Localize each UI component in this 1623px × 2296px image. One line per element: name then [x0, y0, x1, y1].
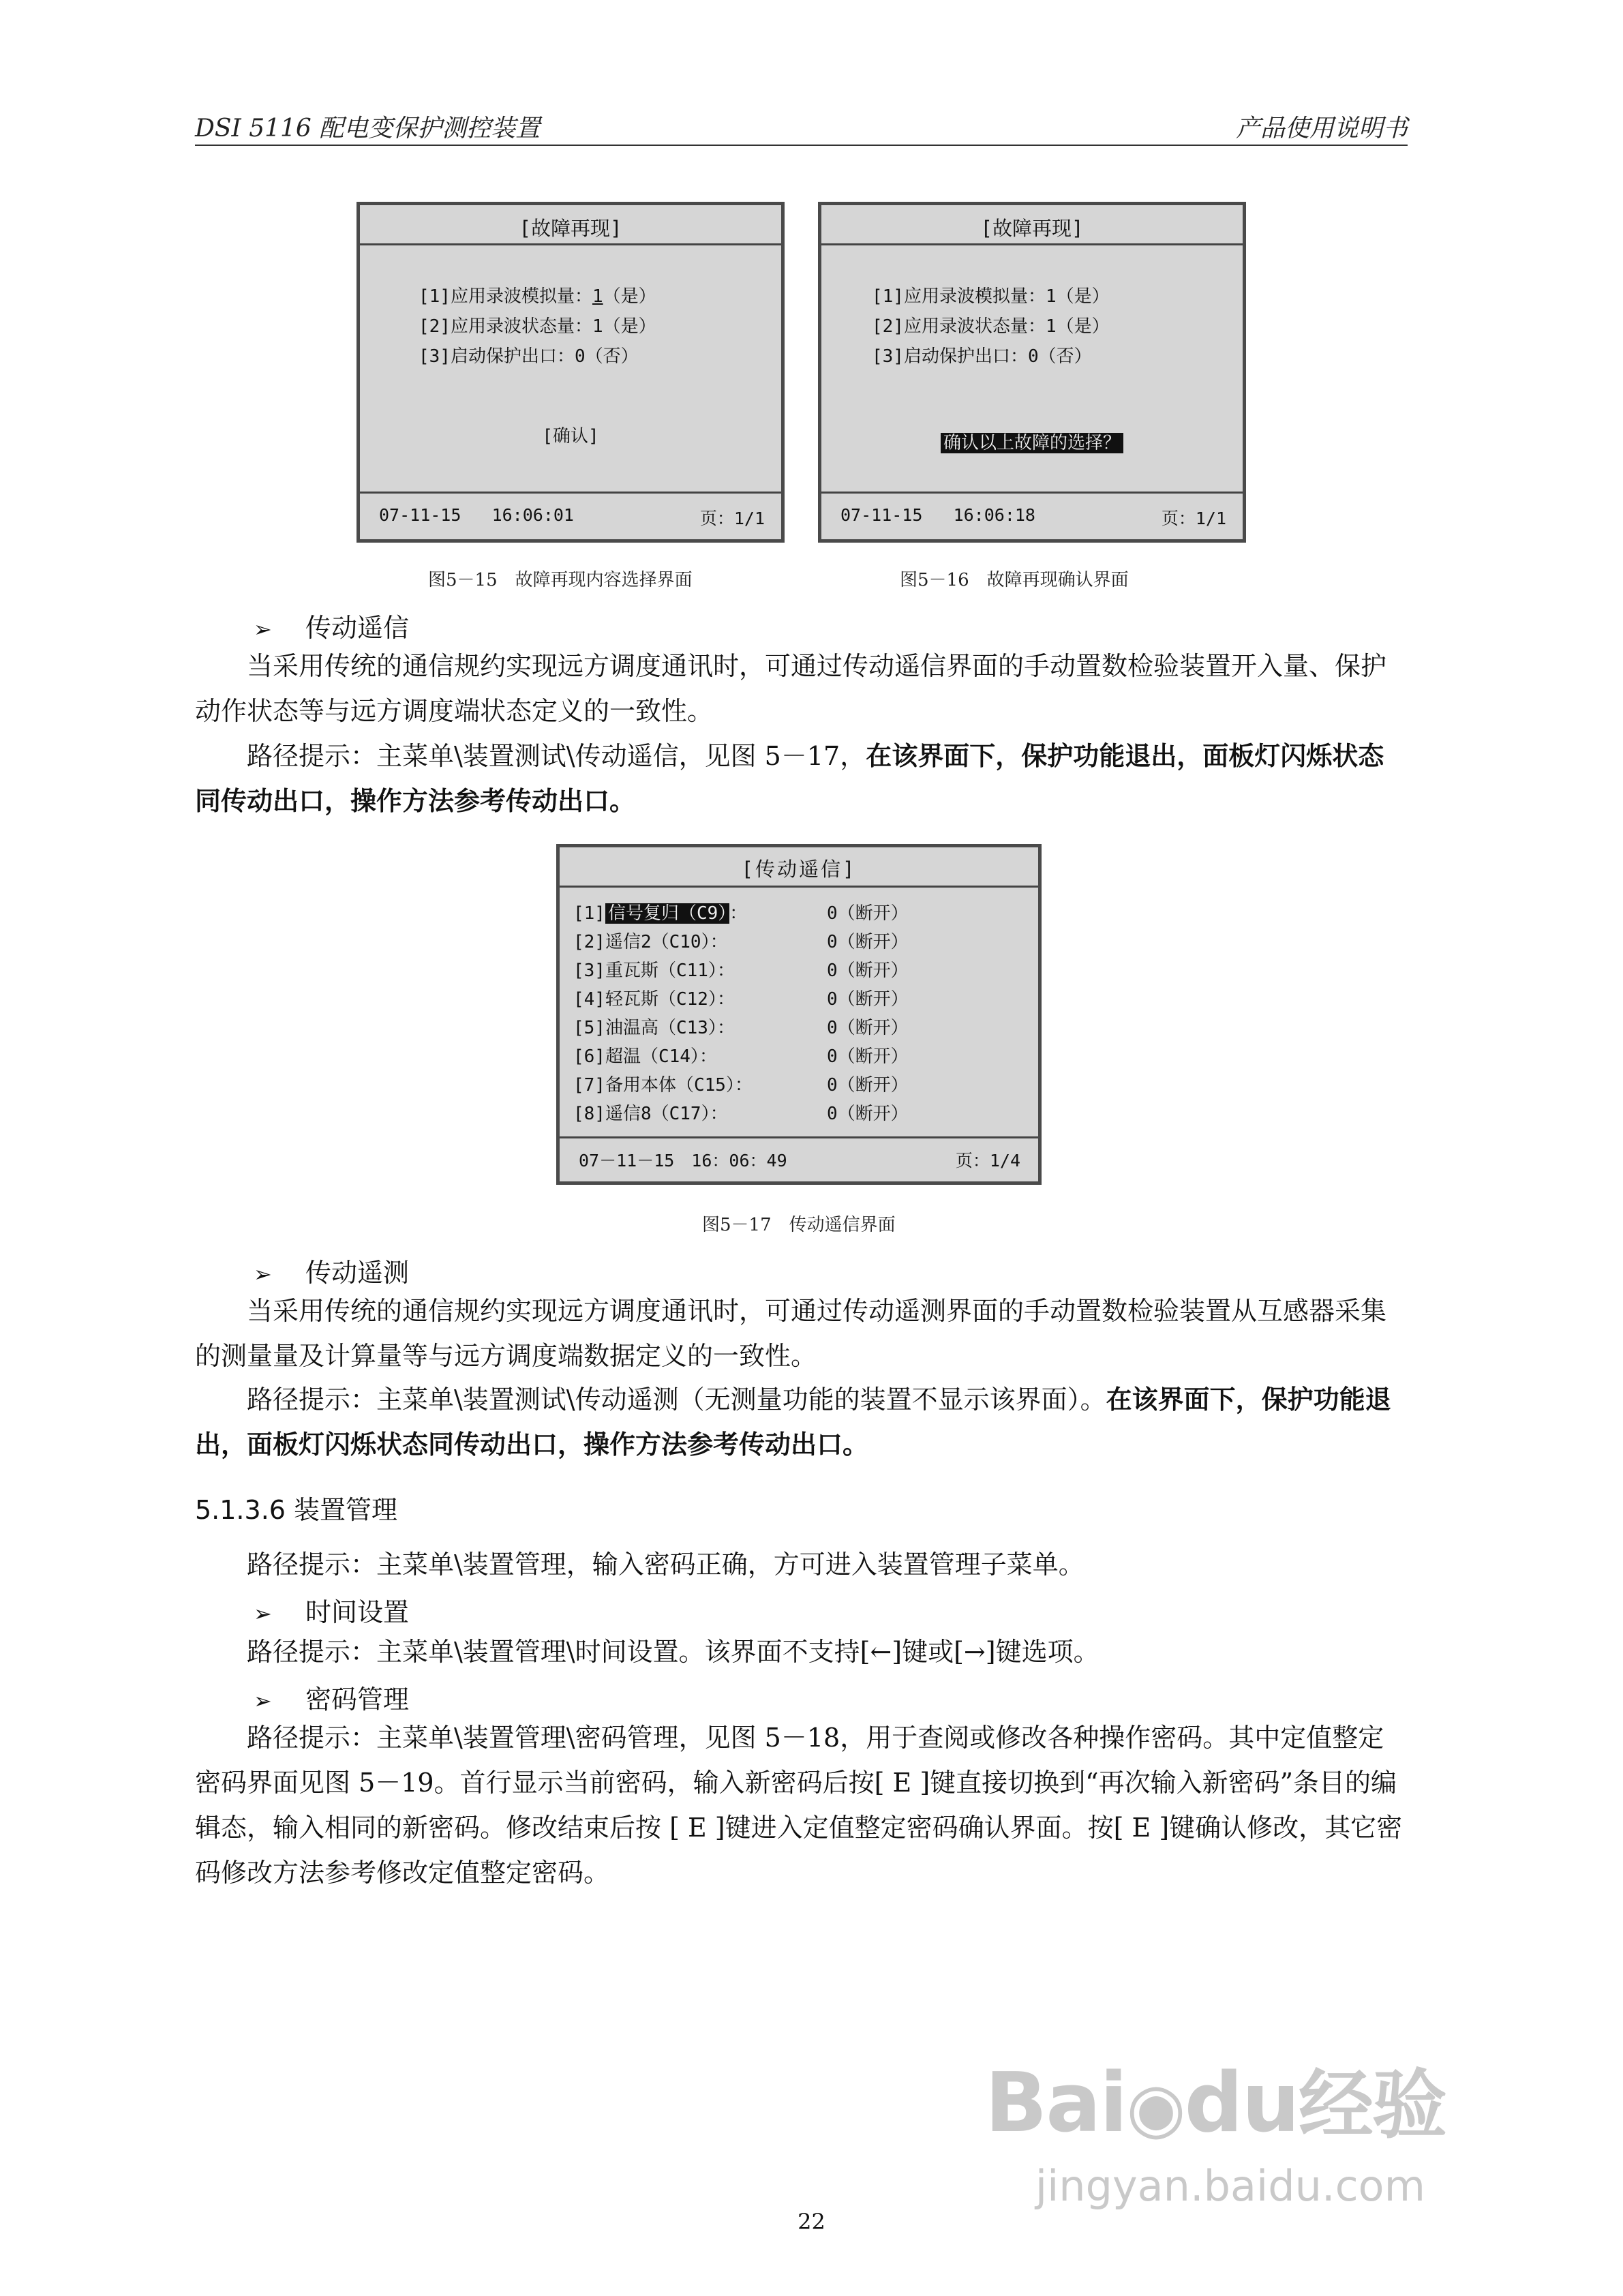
bullet-item: ➢ 传动遥信 [254, 613, 410, 643]
lcd-divider [360, 243, 781, 245]
lcd-row-selected[interactable]: [1] 信号复归（C9） ： [573, 903, 748, 924]
header-left: DSI 5116 配电变保护测控装置 [195, 115, 541, 142]
lcd-row[interactable]: [3]启动保护出口：0（否） [419, 346, 639, 367]
lcd-divider [560, 1136, 1038, 1138]
lcd-row-state: 0（断开） [827, 932, 909, 952]
arrow-bullet-icon: ➢ [254, 1688, 272, 1714]
lcd-row[interactable]: [2]应用录波状态量：1（是） [419, 316, 656, 337]
lcd-row[interactable]: [1]应用录波模拟量：1（是） [419, 286, 656, 307]
bullet-item: ➢ 传动遥测 [254, 1258, 410, 1288]
paragraph: 路径提示：主菜单\装置测试\传动遥信，见图 5－17，在该界面下，保护功能退出，面板灯闪烁状态同传动出口，操作方法参考传动出口。 [195, 740, 1384, 816]
confirm-prompt[interactable]: 确认以上故障的选择？ [821, 429, 1243, 454]
paragraph: 路径提示：主菜单\装置测试\传动遥测（无测量功能的装置不显示该界面）。在该界面下，保护功能退出，面板灯闪烁状态同传动出口，操作方法参考传动出口。 [195, 1384, 1391, 1460]
figure-caption: 图5－15 故障再现内容选择界面 [428, 570, 693, 590]
section-heading: 5.1.3.6 装置管理 [195, 1495, 398, 1525]
lcd-screen-fig16 [818, 202, 1246, 543]
lcd-row[interactable]: [2]遥信2（C10）： [573, 932, 728, 952]
lcd-row[interactable]: [7]备用本体（C15）： [573, 1075, 753, 1096]
lcd-screen-fig17 [556, 844, 1042, 1185]
lcd-row-state: 0（断开） [827, 1018, 909, 1038]
header-right: 产品使用说明书 [1235, 115, 1408, 142]
lcd-row-state: 0（断开） [827, 903, 909, 924]
paragraph: 路径提示：主菜单\装置管理，输入密码正确，方可进入装置管理子菜单。 [247, 1550, 1084, 1580]
paragraph: 路径提示：主菜单\装置管理\时间设置。该界面不支持[←]键或[→]键选项。 [247, 1637, 1099, 1667]
lcd-row-state: 0（断开） [827, 1046, 909, 1067]
lcd-row[interactable]: [1]应用录波模拟量：1（是） [872, 286, 1110, 307]
figure-caption: 图5－17 传动遥信界面 [702, 1215, 896, 1235]
lcd-divider [821, 243, 1243, 245]
lcd-row[interactable]: [8]遥信8（C17）： [573, 1104, 728, 1124]
paragraph: 当采用传统的通信规约实现远方调度通讯时，可通过传动遥信界面的手动置数检验装置开入量、保护动作状态等与远方调度端状态定义的一致性。 [195, 651, 1387, 726]
lcd-divider [360, 492, 781, 494]
lcd-row[interactable]: [2]应用录波状态量：1（是） [872, 316, 1110, 337]
arrow-bullet-icon: ➢ [254, 616, 272, 642]
confirm-button[interactable]: [确认] [542, 426, 599, 447]
lcd-datetime: 07－11－15 16：06：49 [579, 1151, 787, 1170]
figure-caption: 图5－16 故障再现确认界面 [900, 570, 1129, 590]
lcd-datetime: 07-11-15 16:06:01 [379, 505, 574, 525]
paw-icon: ◉ [1126, 2068, 1185, 2147]
bullet-item: ➢ 时间设置 [254, 1597, 410, 1627]
lcd-title: [传动遥信] [741, 858, 857, 881]
page-number: 22 [798, 2209, 825, 2235]
lcd-row-state: 0（断开） [827, 1075, 909, 1096]
paragraph: 当采用传统的通信规约实现远方调度通讯时，可通过传动遥测界面的手动置数检验装置从互感器采集的测量量及计算量等与远方调度端数据定义的一致性。 [195, 1296, 1387, 1371]
lcd-row-state: 0（断开） [827, 961, 909, 981]
baidu-watermark-logo: Bai◉du经验 [984, 2056, 1446, 2151]
lcd-row[interactable]: [5]油温高（C13）： [573, 1018, 735, 1038]
lcd-page-indicator: 页：1/4 [955, 1151, 1020, 1170]
lcd-title: [故障再现] [519, 217, 622, 240]
lcd-row-state: 0（断开） [827, 1104, 909, 1124]
lcd-row[interactable]: [6]超温（C14）： [573, 1046, 717, 1067]
lcd-title: [故障再现] [980, 217, 1084, 240]
lcd-datetime: 07-11-15 16:06:18 [840, 505, 1035, 525]
lcd-divider [560, 886, 1038, 888]
paragraph: 路径提示：主菜单\装置管理\密码管理，见图 5－18，用于查阅或修改各种操作密码。其中定值整定密码界面见图 5－19。首行显示当前密码，输入新密码后按[ E ]键直接切换到“再次输入新密码”条目的编辑态，输入相同的新密码。修改结束后按 [ E ]键进入定值整定密码确认界面。按[ E ]键确认修改，其它密码修改方法参考修改定值整定密码。 [195, 1723, 1403, 1888]
lcd-row[interactable]: [3]重瓦斯（C11）： [573, 961, 735, 981]
lcd-screen-fig15 [357, 202, 785, 543]
bullet-item: ➢ 密码管理 [254, 1685, 410, 1715]
header-rule [195, 145, 1408, 146]
watermark-url: jingyan.baidu.com [1035, 2161, 1425, 2211]
lcd-row[interactable]: [3]启动保护出口：0（否） [872, 346, 1092, 367]
lcd-divider [821, 492, 1243, 494]
lcd-page-indicator: 页：1/1 [1161, 509, 1226, 528]
lcd-row[interactable]: [4]轻瓦斯（C12）： [573, 989, 735, 1010]
arrow-bullet-icon: ➢ [254, 1261, 272, 1287]
arrow-bullet-icon: ➢ [254, 1601, 272, 1627]
lcd-page-indicator: 页：1/1 [699, 509, 765, 528]
lcd-row-state: 0（断开） [827, 989, 909, 1010]
